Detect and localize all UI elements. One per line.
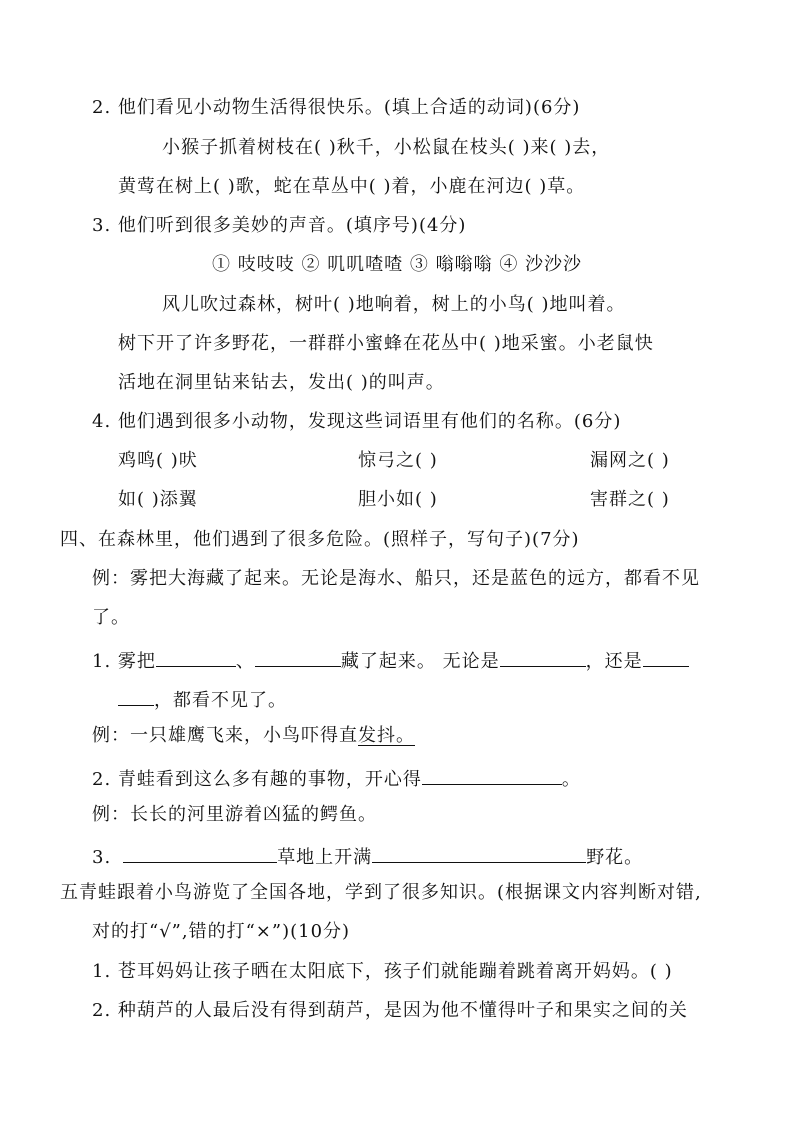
sentence-2 <box>92 764 581 792</box>
question-3-line-3: 活地在洞里钻来钻去，发出( )的叫声。 <box>118 372 445 393</box>
idiom-item: 如( )添翼 <box>118 489 198 510</box>
question-3-line-2: 树下开了许多野花，一群群小蜜蜂在花丛中( )地采蜜。小老鼠快 <box>118 333 654 354</box>
example-1-line-2: 了。 <box>92 607 130 628</box>
sentence-1-part: 、 <box>235 651 255 672</box>
sentence-1-part: 藏了起来。 无论是 <box>340 651 500 672</box>
idiom-item: 漏网之( ) <box>590 450 670 471</box>
answer-blank[interactable] <box>156 646 236 667</box>
question-3-options: ① 吱吱吱 ② 叽叽喳喳 ③ 嗡嗡嗡 ④ 沙沙沙 <box>212 254 583 275</box>
judgement-item-1: 1. 苍耳妈妈让孩子晒在太阳底下，孩子们就能蹦着跳着离开妈妈。( ) <box>92 961 673 982</box>
sentence-3-part: 草地上开满 <box>277 847 373 868</box>
example-3: 例：长长的河里游着凶猛的鳄鱼。 <box>92 804 377 825</box>
answer-blank[interactable] <box>500 646 586 667</box>
sentence-1-continued <box>118 685 287 713</box>
judgement-item-2: 2. 种葫芦的人最后没有得到葫芦，是因为他不懂得叶子和果实之间的关 <box>92 1000 688 1021</box>
idiom-item: 惊弓之( ) <box>358 450 438 471</box>
sentence-2-part: 。 <box>561 769 581 790</box>
example-1-line-1: 例：雾把大海藏了起来。无论是海水、船只，还是蓝色的远方，都看不见 <box>92 568 700 589</box>
section-4-heading: 四、在森林里，他们遇到了很多危险。(照样子，写句子)(7分) <box>60 529 580 550</box>
idiom-item: 鸡鸣( )吠 <box>118 450 198 471</box>
question-4-heading: 4. 他们遇到很多小动物，发现这些词语里有他们的名称。(6分) <box>92 411 622 432</box>
question-3-heading: 3. 他们听到很多美妙的声音。(填序号)(4分) <box>92 215 467 236</box>
answer-blank[interactable] <box>372 842 586 863</box>
answer-blank[interactable] <box>643 646 689 667</box>
idiom-item: 胆小如( ) <box>358 489 438 510</box>
answer-blank[interactable] <box>123 842 277 863</box>
sentence-3-part: 3. <box>92 847 112 868</box>
section-5-heading-continued: 对的打“√”,错的打“×”)(10分) <box>92 921 351 942</box>
section-5-heading: 五青蛙跟着小鸟游览了全国各地，学到了很多知识。(根据课文内容判断对错, <box>60 882 702 903</box>
answer-blank[interactable] <box>422 764 562 785</box>
sentence-1-part: 1. 雾把 <box>92 651 156 672</box>
sentence-1-part: ，还是 <box>585 651 643 672</box>
answer-blank[interactable] <box>255 646 341 667</box>
sentence-1 <box>92 646 689 674</box>
answer-blank[interactable] <box>118 685 154 706</box>
question-2-line-2: 黄莺在树上( )歌，蛇在草丛中( )着，小鹿在河边( )草。 <box>118 176 586 197</box>
sentence-3 <box>92 842 643 870</box>
example-2 <box>92 724 415 748</box>
question-3-line-1: 风儿吹过森林，树叶( )地响着，树上的小鸟( )地叫着。 <box>162 294 626 315</box>
question-2-heading: 2. 他们看见小动物生活得很快乐。(填上合适的动词)(6分) <box>92 97 581 118</box>
sentence-1-part: ，都看不见了。 <box>154 690 287 711</box>
sentence-3-part: 野花。 <box>586 847 644 868</box>
example-2-underlined: 发抖。 <box>358 725 415 746</box>
sentence-2-part: 2. 青蛙看到这么多有趣的事物，开心得 <box>92 769 422 790</box>
example-2-text: 例：一只雄鹰飞来，小鸟吓得直 <box>92 725 358 746</box>
idiom-item: 害群之( ) <box>590 489 670 510</box>
question-2-line-1: 小猴子抓着树枝在( )秋千，小松鼠在枝头( )来( )去， <box>162 137 611 158</box>
